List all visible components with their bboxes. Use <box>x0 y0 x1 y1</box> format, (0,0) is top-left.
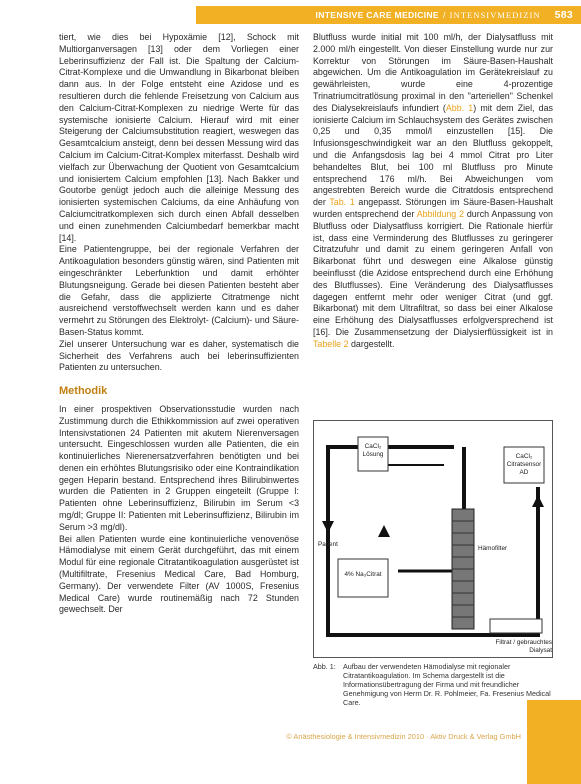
header-section: INTENSIVE CARE MEDICINE <box>315 10 439 20</box>
text-run: dargestellt. <box>348 338 395 349</box>
paragraph <box>313 32 553 351</box>
paragraph: In einer prospektiven Observationsstudie wurden nach Zustimmung durch die Ethikkommission auf zwei operativen Intensivstationen 24 Patienten mit akutem Nierenversagen untersucht. Eingeschlossen wurden alle Patienten, die ein kontinuierliches Nierenersatzverfahren benötigten und bei denen ein erhöhtes Blutungsrisiko oder eine Kontraindikation gegen Heparin bestand. Entsprechend ihres Bilirubinwertes wurden die Patienten in 2 Gruppen eingeteilt (Gruppe I: Patienten ohne Leberinsuffizienz, Bilirubin im Serum <3 mg/dl; Gruppe II: Patienten mit Leberinsuffizienz, Bilirubin im Serum >3 mg/dl). <box>59 403 299 532</box>
dialysate-label: Filtrat / gebrauchtes Dialysat <box>495 639 552 654</box>
paragraph: Bei allen Patienten wurde eine kontinuierliche venovenöse Hämodialyse mit einem Gerät durchgeführt, das mit einem Modul für eine regionale Citratantikoagulation ausgerüstet ist (Multifiltrate, Fresenius Medical Care, Bad Homburg, Germany). Der verwendete Filter (AV 1000S, Fresenius Medical Care) wurde routinemäßig nach 72 Stunden gewechselt. Der <box>59 533 299 615</box>
haemofilter-label: Hämofilter <box>478 545 508 552</box>
text-run: ) mit dem Ziel, das ionisierte Calcium im Schlauchsystem des Gerätes zwischen 0,25 und 0,35 mmol/l einzustellen [15]. Die Infusionsgeschwindigkeit war an den Blutfluss gekoppelt, und die Anfangsdosis lag bei 4 mmol Citrat pro Liter behandeltes Blut, bei 100 ml Blutfluss pro Minute entsprechend 176 ml/h. Bei Abweichungen vom angestrebten Bereich wurde die Citratdosis entsprechend der <box>313 102 553 208</box>
figure-reference[interactable]: Abb. 1 <box>445 102 474 113</box>
left-column <box>59 32 299 616</box>
citrate-label: 4% Na₃Citrat <box>344 571 382 578</box>
cacl2-sensor-label: CaCl₂ Citratsensor AD <box>506 453 542 476</box>
table-reference[interactable]: Tabelle 2 <box>313 338 349 349</box>
running-header <box>196 6 581 24</box>
paragraph: tiert, wie dies bei Hypoxämie [12], Schock mit Multiorganversagen [13] oder dem Vorliegen einer Leberinsuffizienz der Fall ist. Die Spaltung der Calcium-Citrat-Komplexe und die Umwandlung in Bikarbonat bleiben dann aus. In der Folge entsteht eine Azidose und es resultieren durch die fehlende Freisetzung von Calcium aus den Calcium-Citrat-Komplexen zu niedrige Werte für das systemische ionisierte Calcium. Hierauf wird mit einer Steigerung der Calciumsubstitution reagiert, weswegen das Gesamtcalcium ansteigt, denn bei dessen Messung wird das Calcium im Calcium-Citrat-Komplex miterfasst. Deshalb wird vielfach zur Überwachung der Quotient von Gesamtcalcium und ionisiertem Calcium empfohlen [13]. Nach Bakker und Goutorbe genügt jedoch auch die alleinige Messung des ionisierten systemischen Calciums, da eine Anhäufung von Calciumcitratkomplexen sich durch einen Abfall desselben und einen zunehmenden Calciumbedarf bemerkbar macht [14]. <box>59 32 299 243</box>
text-run: Blutfluss wurde initial mit 100 ml/h, der Dialysatfluss mit 2.000 ml/h eingestellt. Von dieser Einstellung wurde nur zur Korrektur von Störungen im Säure-Basen-Haushalt abgewichen. Um die Antikoagulation im Gerätekreislauf zu gewährleisten, wurde eine 4-prozentige Trinatriumcitratlösung proximal in den "arteriellen" Schenkel des Dialysekreislaufs infundiert ( <box>313 32 553 113</box>
table-reference[interactable]: Tab. 1 <box>329 197 355 208</box>
patient-label: Patient <box>318 541 338 548</box>
caption-text: Aufbau der verwendeten Hämodialyse mit regionaler Citratantikoagulation. Im Schema dargestellt ist die Informationsübertragung der Firma und mit freundlicher Genehmigung von Herrn Dr. R. Pohlmeier, Fa. Fresenius Medical Care. <box>343 662 551 707</box>
text-run: angepasst. Störungen im Säure-Basen-Haushalt wurden entsprechend der <box>313 197 553 219</box>
text-run: durch Anpassung von Blutfluss oder Dialysatfluss korrigiert. Die Rationale hierfür ist, dass eine Verminderung des Blutflusses zu geringerer Citratzufuhr und damit zu einem geringeren Anfall von Bikarbonat führt und deswegen eine Alkalose günstig beeinflusst (die Azidose entsprechend durch eine Erhöhung des Blutflusses). Eine Veränderung des Dialysatflusses dagegen entfernt mehr oder weniger Citrat (und ggf. Bikarbonat) mit dem Ultrafiltrat, so dass bei einer Alkalose eine Erhöhung des Dialysatflusses erfolgversprechend ist [16]. Die Zusammensetzung der Dialysierflüssigkeit ist in <box>313 208 553 337</box>
header-section-de: INTENSIVMEDIZIN <box>449 10 541 20</box>
corner-accent <box>527 700 581 784</box>
caption-number: Abb. 1: <box>313 662 336 671</box>
dialysis-circuit-figure <box>313 420 553 658</box>
paragraph: Ziel unserer Untersuchung war es daher, systematisch die Sicherheit des Verfahrens auch bei leberinsuffizienten Patienten zu untersuchen. <box>59 338 299 373</box>
paragraph: Eine Patientengruppe, bei der regionale Verfahren der Antikoagulation besonders günstig wären, sind Patienten mit eingeschränkter Leberfunktion und damit erhöhter Blutungsneigung. Gerade bei diesen Patienten besteht aber die Gefahr, dass die applizierte Citratmenge nicht ausreichend verstoffwechselt werden kann und es daher vermehrt zu Störungen des Elektrolyt- (Calcium)- und Säure-Basen-Status kommt. <box>59 244 299 337</box>
page-footer: © Anästhesiologie & Intensivmedizin 2010 · Aktiv Druck & Verlag GmbH <box>286 732 521 741</box>
cacl2-solution-label: CaCl₂ Lösung <box>362 443 384 458</box>
methods-heading: Methodik <box>59 385 108 398</box>
figure-reference[interactable]: Abbildung 2 <box>416 208 465 219</box>
figure-caption <box>313 662 553 707</box>
header-separator: / <box>442 10 446 20</box>
page-number: 583 <box>554 9 573 21</box>
right-column <box>313 32 553 351</box>
